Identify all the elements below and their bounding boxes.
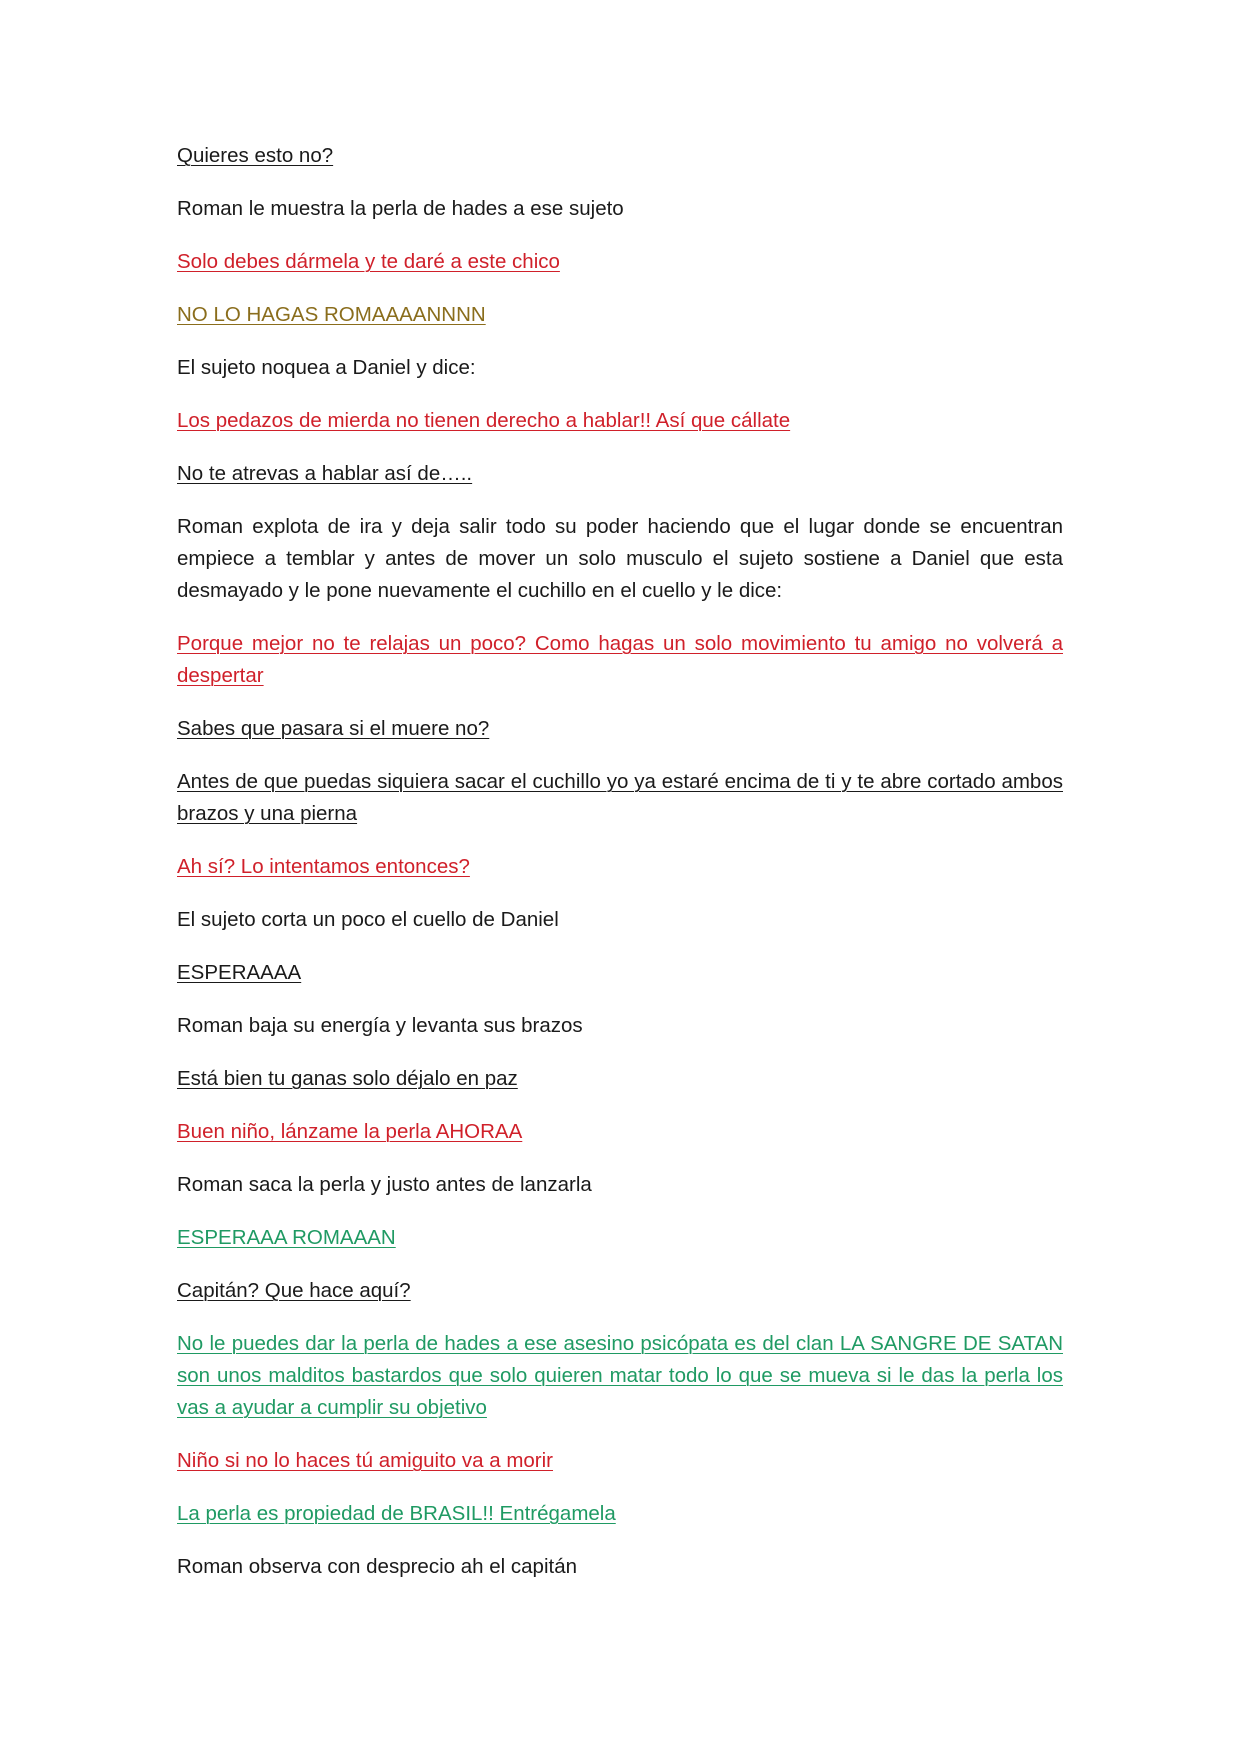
narration-paragraph: Roman explota de ira y deja salir todo su poder haciendo que el lugar donde se encuentran empiece a temblar y antes de mover un solo musculo el sujeto sostiene a Daniel que esta desmayado y le pone nuevamente el cuchillo en el cuello y le dice: — [177, 515, 1063, 602]
document-page — [177, 140, 1063, 1604]
narration-line: El sujeto noquea a Daniel y dice: — [177, 356, 476, 379]
dialogue-line: Sabes que pasara si el muere no? — [177, 717, 490, 740]
dialogue-line: Buen niño, lánzame la perla AHORAA — [177, 1120, 523, 1143]
narration-line: Roman le muestra la perla de hades a ese sujeto — [177, 197, 624, 220]
narration-line: El sujeto corta un poco el cuello de Daniel — [177, 908, 559, 931]
dialogue-line: ESPERAAA ROMAAAN — [177, 1226, 396, 1249]
narration-line: Roman observa con desprecio ah el capitán — [177, 1555, 577, 1578]
dialogue-line: No te atrevas a hablar así de….. — [177, 462, 473, 485]
dialogue-line: NO LO HAGAS ROMAAAANNNN — [177, 303, 486, 326]
dialogue-line: Está bien tu ganas solo déjalo en paz — [177, 1067, 518, 1090]
dialogue-line: No le puedes dar la perla de hades a ese asesino psicópata es del clan LA SANGRE DE SATAN son unos malditos bastardos que solo quieren matar todo lo que se mueva si le das la perla los vas a ayudar a cumplir su objetivo — [177, 1332, 1063, 1419]
narration-line: Roman baja su energía y levanta sus brazos — [177, 1014, 583, 1037]
dialogue-line: Niño si no lo haces tú amiguito va a morir — [177, 1449, 554, 1472]
dialogue-line: Ah sí? Lo intentamos entonces? — [177, 855, 470, 878]
dialogue-line: Porque mejor no te relajas un poco? Como hagas un solo movimiento tu amigo no volverá a despertar — [177, 632, 1063, 687]
dialogue-line: ESPERAAAA — [177, 961, 302, 984]
dialogue-line: Quieres esto no? — [177, 144, 334, 167]
narration-line: Roman saca la perla y justo antes de lanzarla — [177, 1173, 592, 1196]
dialogue-line: Capitán? Que hace aquí? — [177, 1279, 411, 1302]
dialogue-line: La perla es propiedad de BRASIL!! Entrégamela — [177, 1502, 616, 1525]
dialogue-line: Los pedazos de mierda no tienen derecho a hablar!! Así que cállate — [177, 409, 791, 432]
dialogue-line: Antes de que puedas siquiera sacar el cuchillo yo ya estaré encima de ti y te abre cortado ambos brazos y una pierna — [177, 770, 1063, 825]
dialogue-line: Solo debes dármela y te daré a este chico — [177, 250, 560, 273]
